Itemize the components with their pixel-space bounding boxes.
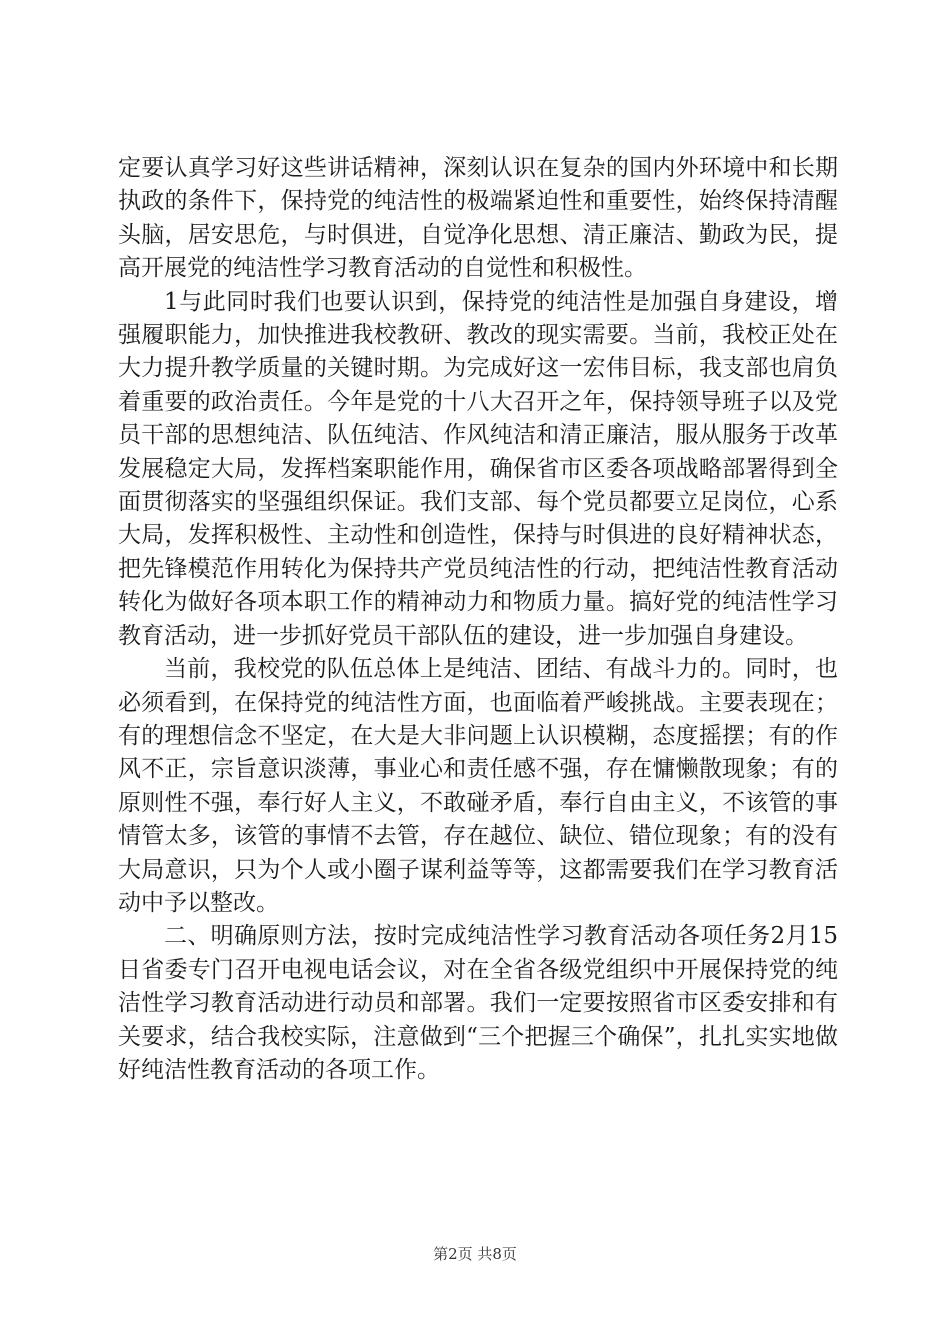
paragraph-current-challenges: 当前，我校党的队伍总体上是纯洁、团结、有战斗力的。同时，也必须看到，在保持党的纯洁性方面，也面临着严峻挑战。主要表现在；有的理想信念不坚定，在大是大非问题上认识模糊，态度摇摆；有的作风不正，宗旨意识淡薄，事业心和责任感不强，存在慵懒散现象；有的原则性不强，奉行好人主义，不敢碰矛盾，奉行自由主义，不该管的事情管太多，该管的事情不去管，存在越位、缺位、错位现象；有的没有大局意识，只为个人或小圈子谋利益等等，这都需要我们在学习教育活动中予以整改。: [118, 656, 838, 916]
paragraph-party-purity-need: 1与此同时我们也要认识到，保持党的纯洁性是加强自身建设，增强履职能力，加快推进我校教研、教改的现实需要。当前，我校正处在大力提升教学质量的关键时期。为完成好这一宏伟目标，我支部也肩负着重要的政治责任。今年是党的十八大召开之年，保持领导班子以及党员干部的思想纯洁、队伍纯洁、作风纯洁和清正廉洁，服从服务于改革发展稳定大局，发挥档案职能作用，确保省市区委各项战略部署得到全面贯彻落实的坚强组织保证。我们支部、每个党员都要立足岗位，心系大局，发挥积极性、主动性和创造性，保持与时俱进的良好精神状态，把先锋模范作用转化为保持共产党员纯洁性的行动，把纯洁性教育活动转化为做好各项本职工作的精神动力和物质力量。搞好党的纯洁性学习教育活动，进一步抓好党员干部队伍的建设，进一步加强自身建设。: [118, 288, 838, 649]
paragraph-continuation: 定要认真学习好这些讲话精神，深刻认识在复杂的国内外环境中和长期执政的条件下，保持党的纯洁性的极端紧迫性和重要性，始终保持清醒头脑，居安思危，与时俱进，自觉净化思想、清正廉洁、勤政为民，提高开展党的纯洁性学习教育活动的自觉性和积极性。: [118, 155, 838, 282]
page-number-footer: 第2页 共8页: [433, 1245, 517, 1263]
paragraph-section-two: 二、明确原则方法，按时完成纯洁性学习教育活动各项任务2月15日省委专门召开电视电话会议，对在全省各级党组织中开展保持党的纯洁性学习教育活动进行动员和部署。我们一定要按照省市区委安排和有关要求，结合我校实际，注意做到“三个把握三个确保”，扎扎实实地做好纯洁性教育活动的各项工作。: [118, 923, 838, 1083]
document-body: [118, 152, 838, 1087]
